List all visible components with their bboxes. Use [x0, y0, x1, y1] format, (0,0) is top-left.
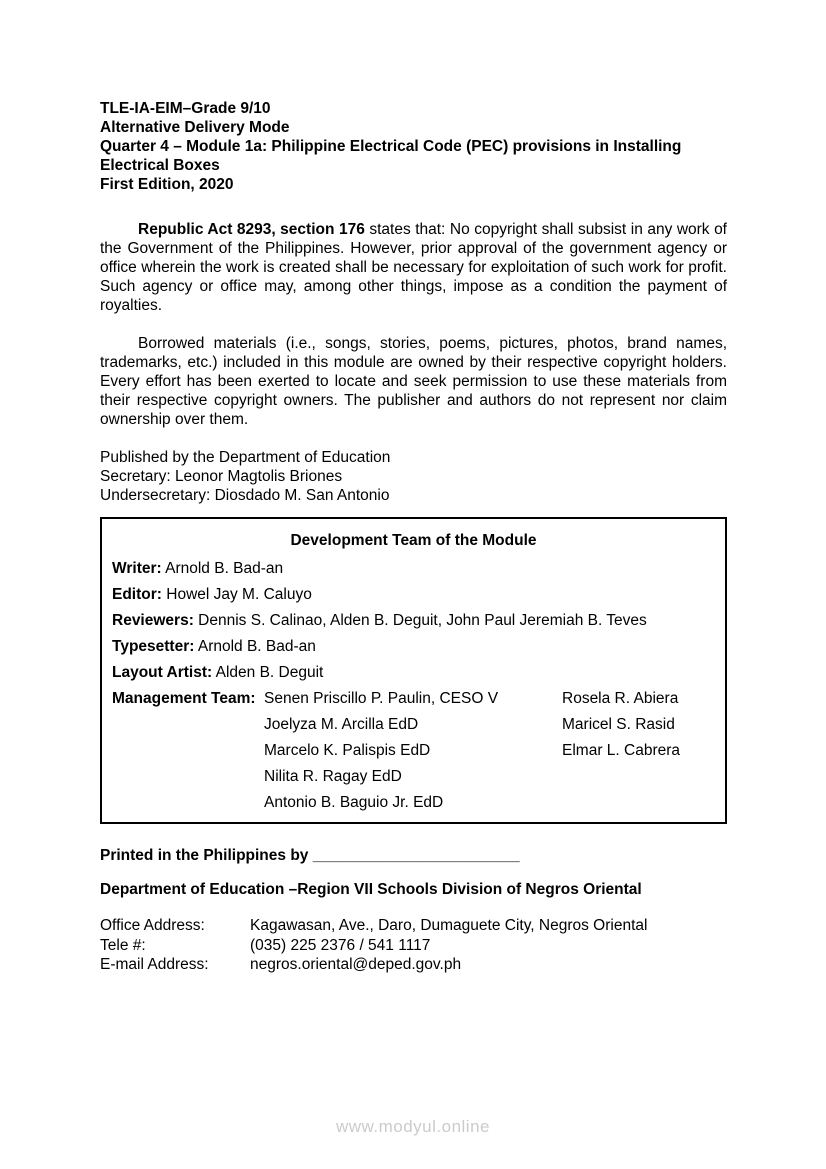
dev-team-row-typesetter: [112, 634, 715, 660]
dev-team-row-editor: [112, 582, 715, 608]
header-line-edition: First Edition, 2020: [100, 176, 234, 193]
management-name: Nilita R. Ragay EdD: [264, 768, 402, 785]
dev-team-row-writer: [112, 556, 715, 582]
header-line-mode: Alternative Delivery Mode: [100, 119, 290, 136]
printed-blank-line: ________________________: [312, 847, 520, 864]
republic-act-text: states that: No copyright shall subsist in any work of the Government of the Philippines. However, prior approval of the government agency or office wherein the work is created shall be necessary for exploitation of such work for profit. Such agency or office may, among other things, impose as a condition the payment of royalties.: [100, 221, 727, 314]
management-name: Senen Priscillo P. Paulin, CESO V: [264, 690, 499, 707]
published-by-line: Published by the Department of Education: [100, 449, 391, 466]
reviewers-label: Reviewers:: [112, 612, 194, 629]
layout-artist-label: Layout Artist:: [112, 664, 213, 681]
secretary-line: Secretary: Leonor Magtolis Briones: [100, 468, 343, 485]
management-name-right: Maricel S. Rasid: [562, 716, 675, 733]
publisher-block: [100, 448, 727, 505]
email-value: negros.oriental@deped.gov.ph: [250, 956, 462, 973]
editor-value: Howel Jay M. Caluyo: [166, 586, 312, 603]
republic-act-bold: Republic Act 8293, section 176: [138, 221, 365, 238]
management-team-section: [112, 686, 715, 816]
development-team-box: [100, 517, 727, 824]
management-name: Marcelo K. Palispis EdD: [264, 742, 431, 759]
printed-in-philippines-line: [100, 846, 727, 865]
footer-watermark: www.modyul.online: [335, 1117, 490, 1136]
layout-artist-value: Alden B. Deguit: [215, 664, 324, 681]
undersecretary-line: Undersecretary: Diosdado M. San Antonio: [100, 487, 390, 504]
management-name: Antonio B. Baguio Jr. EdD: [264, 794, 444, 811]
email-label: E-mail Address:: [100, 956, 209, 973]
telephone-value: (035) 225 2376 / 541 1117: [250, 936, 431, 954]
typesetter-value: Arnold B. Bad-an: [197, 638, 316, 655]
copyright-paragraph-1: [100, 220, 727, 315]
division-title: Department of Education –Region VII Schools Division of Negros Oriental: [100, 881, 642, 898]
contact-info-block: [100, 916, 727, 975]
module-header: [100, 99, 727, 194]
telephone-label: Tele #:: [100, 936, 146, 954]
writer-value: Arnold B. Bad-an: [165, 560, 284, 577]
management-team-label: Management Team:: [112, 690, 256, 707]
contact-row-email: [100, 955, 727, 975]
contact-row-telephone: [100, 936, 727, 956]
dev-team-row-reviewers: [112, 608, 715, 634]
header-line-module-title: Quarter 4 – Module 1a: Philippine Electrical Code (PEC) provisions in Installing: [100, 138, 682, 155]
printed-label: Printed in the Philippines by: [100, 847, 313, 864]
management-name: Joelyza M. Arcilla EdD: [264, 716, 419, 733]
header-line-module-title-cont: Electrical Boxes: [100, 157, 220, 174]
copyright-paragraph-2: Borrowed materials (i.e., songs, stories, poems, pictures, photos, brand names, trademarks, etc.) included in this module are owned by their respective copyright holders. Every effort has been exerted to locate and seek permission to use these materials from their respective copyright owners. The publisher and authors do not represent nor claim ownership over them.: [100, 335, 727, 428]
office-address-label: Office Address:: [100, 917, 205, 934]
development-team-title: Development Team of the Module: [290, 532, 537, 549]
contact-row-office-address: [100, 916, 727, 936]
editor-label: Editor:: [112, 586, 162, 603]
dev-team-row-layout-artist: [112, 660, 715, 686]
reviewers-value: Dennis S. Calinao, Alden B. Deguit, John Paul Jeremiah B. Teves: [198, 612, 647, 629]
writer-label: Writer:: [112, 560, 162, 577]
management-name-right: Elmar L. Cabrera: [562, 742, 681, 759]
header-line-course: TLE-IA-EIM–Grade 9/10: [100, 100, 271, 117]
typesetter-label: Typesetter:: [112, 638, 195, 655]
office-address-value: Kagawasan, Ave., Daro, Dumaguete City, Negros Oriental: [250, 917, 648, 934]
management-name-right: Rosela R. Abiera: [562, 690, 679, 707]
